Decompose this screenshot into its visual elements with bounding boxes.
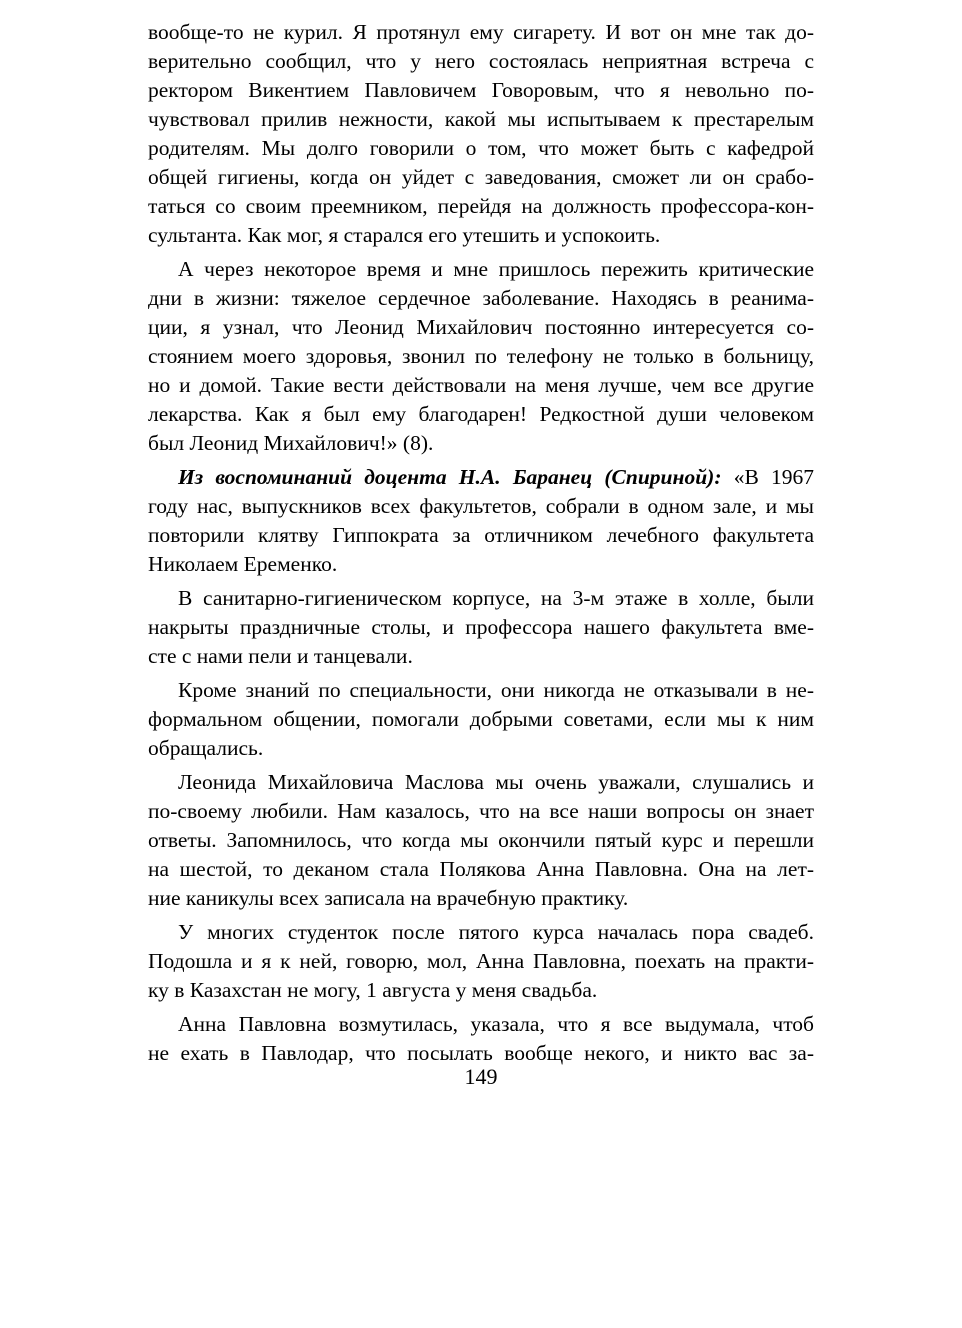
text-line: В санитарно-гигиеническом корпусе, на 3-м этаже в холле, были <box>178 586 814 610</box>
text-line: дни в жизни: тяжелое сердечное заболевание. Находясь в реанима- <box>148 286 814 310</box>
paragraph-6 <box>148 768 814 913</box>
text-line: ответы. Запомнилось, что когда мы окончили пятый курс и перешли <box>148 828 814 852</box>
paragraph-3 <box>148 463 814 579</box>
text-line: Подошла и я к ней, говорю, мол, Анна Павловна, поехать на практи- <box>148 949 814 973</box>
text-line: лекарства. Как я был ему благодарен! Редкостной души человеком <box>148 402 814 426</box>
text-line: ректором Викентием Павловичем Говоровым, что я невольно по- <box>148 78 814 102</box>
text-line: стоянием моего здоровья, звонил по телефону не только в больницу, <box>148 344 814 368</box>
text-line: У многих студенток после пятого курса началась пора свадеб. <box>178 920 814 944</box>
text-line: родителям. Мы долго говорили о том, что может быть с кафедрой <box>148 136 814 160</box>
text-line: по-своему любили. Нам казалось, что на все наши вопросы он знает <box>148 799 814 823</box>
text-line: ции, я узнал, что Леонид Михайлович постоянно интересуется со- <box>148 315 814 339</box>
text-line: году нас, выпускников всех факультетов, собрали в одном зале, и мы <box>148 494 814 518</box>
text-line: сультанта. Как мог, я старался его утешить и успокоить. <box>148 223 661 247</box>
paragraph-5 <box>148 676 814 763</box>
text-line: накрыты праздничные столы, и профессора нашего факультета вме- <box>148 615 814 639</box>
text-line: не ехать в Павлодар, что посылать вообще некого, и никто вас за- <box>148 1041 814 1065</box>
text-line: А через некоторое время и мне пришлось пережить критические <box>178 257 814 281</box>
text-line <box>148 463 814 492</box>
quote-opening: «В 1967 <box>721 465 815 489</box>
text-line: чувствовал прилив нежности, какой мы испытываем к престарелым <box>148 107 814 131</box>
text-line: обращались. <box>148 736 264 760</box>
text-line: был Леонид Михайлович!» (8). <box>148 431 434 455</box>
text-line: Леонида Михайловича Маслова мы очень уважали, слушались и <box>178 770 814 794</box>
paragraph-8 <box>148 1010 814 1068</box>
text-line: ние каникулы всех записала на врачебную практику. <box>148 886 629 910</box>
text-line: на шестой, то деканом стала Полякова Анна Павловна. Она на лет- <box>148 857 814 881</box>
text-line: Николаем Еременко. <box>148 552 338 576</box>
text-line: Кроме знаний по специальности, они никогда не отказывали в не- <box>178 678 814 702</box>
text-line: ку в Казахстан не могу, 1 августа у меня свадьба. <box>148 978 598 1002</box>
text-line: вообще-то не курил. Я протянул ему сигарету. И вот он мне так до- <box>148 20 814 44</box>
text-line: верительно сообщил, что у него состоялась неприятная встреча с <box>148 49 814 73</box>
text-line: но и домой. Такие вести действовали на меня лучше, чем все другие <box>148 373 814 397</box>
text-line: повторили клятву Гиппократа за отличником лечебного факультета <box>148 523 814 547</box>
paragraph-2 <box>148 255 814 458</box>
paragraph-1 <box>148 18 814 250</box>
paragraph-7 <box>148 918 814 1005</box>
text-line: сте с нами пели и танцевали. <box>148 644 413 668</box>
text-line: таться со своим преемником, перейдя на должность профессора-кон- <box>148 194 814 218</box>
quote-source-heading: Из воспоминаний доцента Н.А. Баранец (Спириной): <box>178 465 722 489</box>
page-number: 149 <box>464 1064 498 1089</box>
text-line: Анна Павловна возмутилась, указала, что я все выдумала, чтоб <box>178 1012 814 1036</box>
text-line: формальном общении, помогали добрыми советами, если мы к ним <box>148 707 814 731</box>
paragraph-4 <box>148 584 814 671</box>
page-text <box>148 18 814 1073</box>
text-line: общей гигиены, когда он уйдет с заведования, сможет ли он срабо- <box>148 165 814 189</box>
